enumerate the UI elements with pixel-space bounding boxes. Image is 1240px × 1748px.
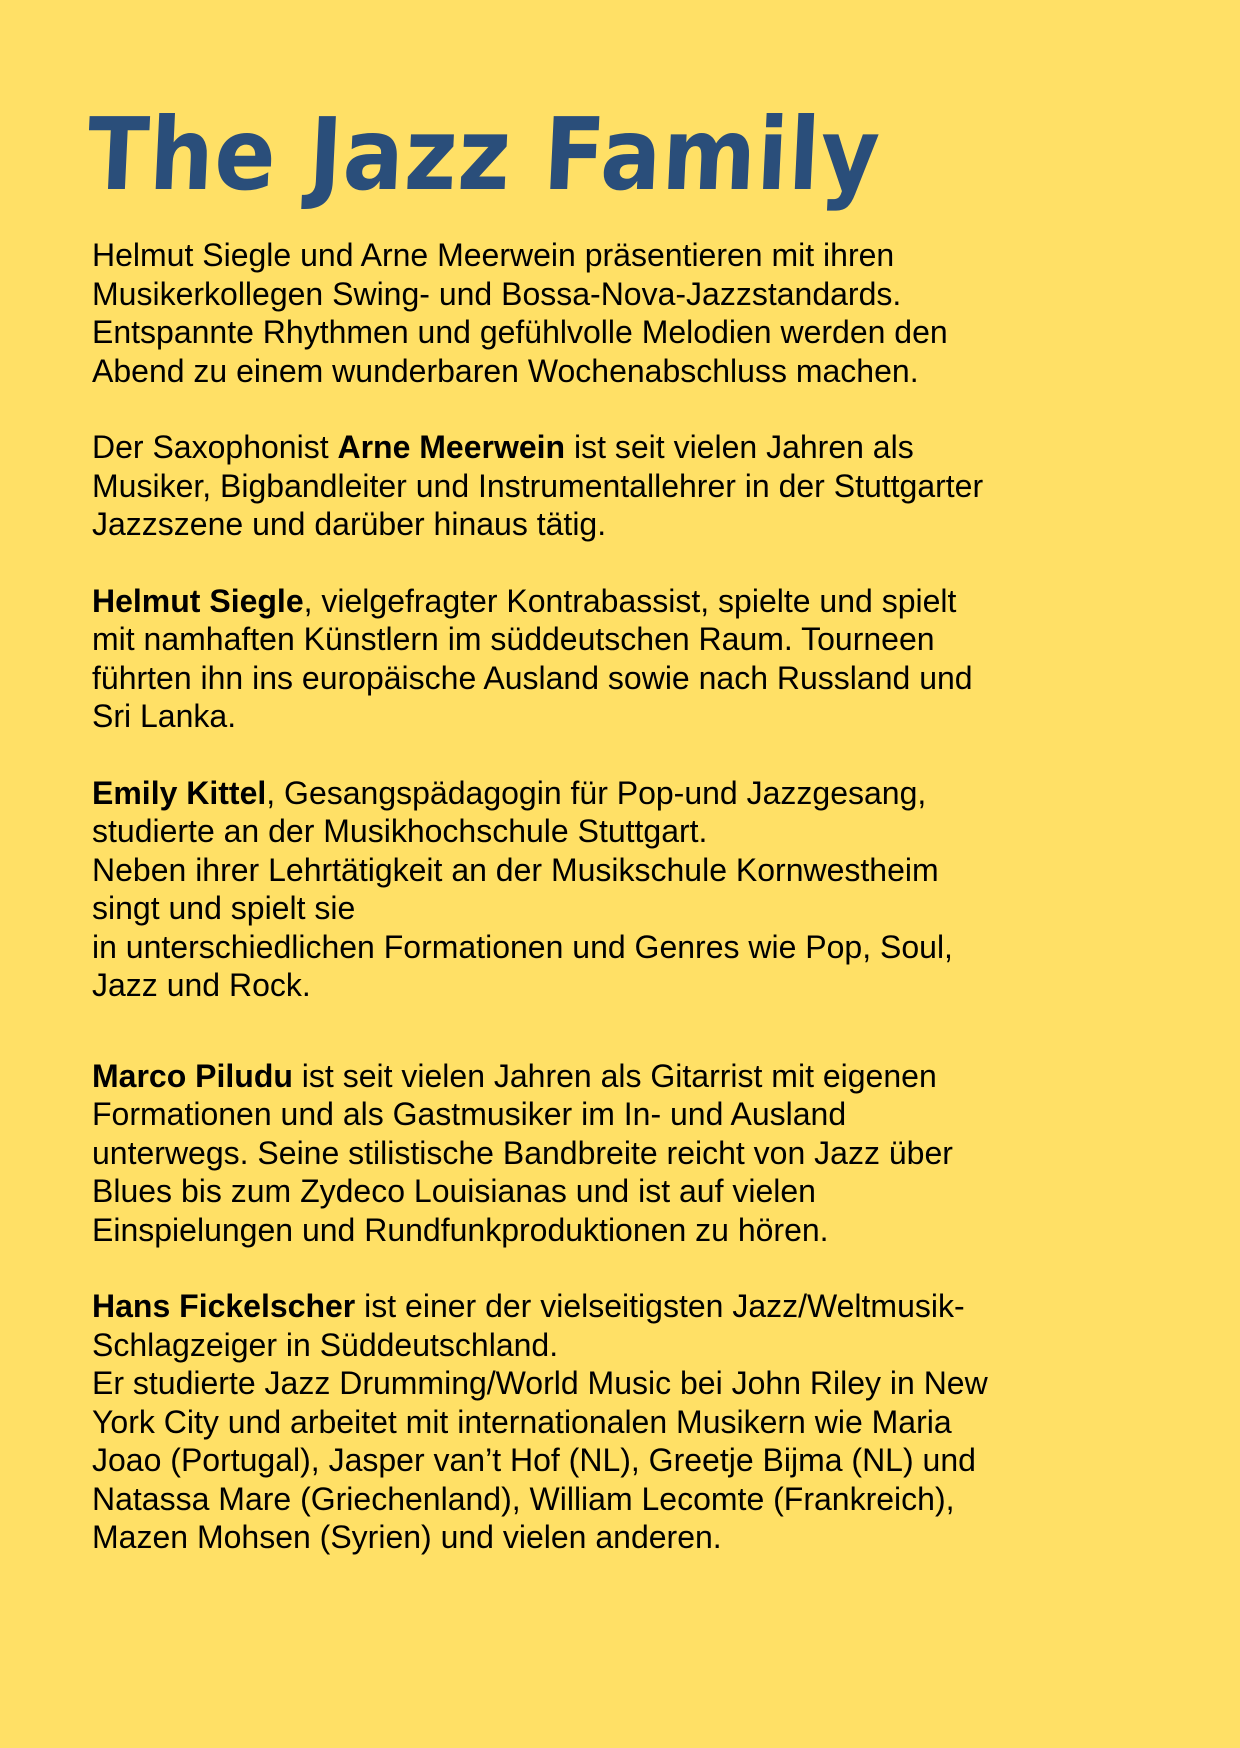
musician-name-siegle: Helmut Siegle — [92, 582, 304, 619]
meerwein-line-2: Musiker, Bigbandleiter und Instrumentallehrer in der Stuttgarter — [92, 467, 984, 504]
intro-paragraph — [92, 236, 1172, 390]
page-title: The Jazz Family — [84, 96, 883, 213]
fickelscher-line-2: Schlagzeiger in Süddeutschland. — [92, 1326, 559, 1363]
siegle-suffix: , vielgefragter Kontrabassist, spielte und spielt — [303, 582, 957, 619]
fickelscher-line-4: York City und arbeitet mit internationalen Musikern wie Maria — [92, 1403, 952, 1440]
fickelscher-line-5: Joao (Portugal), Jasper van’t Hof (NL), Greetje Bijma (NL) und — [92, 1442, 976, 1478]
siegle-line-2: mit namhaften Künstlern im süddeutschen Raum. Tourneen — [92, 621, 935, 657]
piludu-suffix: ist seit vielen Jahren als Gitarrist mit eigenen — [292, 1057, 937, 1094]
intro-line-3: Entspannte Rhythmen und gefühlvolle Melodien werden den — [92, 314, 948, 350]
musician-name-piludu: Marco Piludu — [92, 1057, 293, 1094]
kittel-line-5: in unterschiedlichen Formationen und Genres wie Pop, Soul, — [92, 928, 953, 965]
kittel-suffix: , Gesangspädagogin für Pop-und Jazzgesang, — [266, 774, 927, 811]
kittel-line-6: Jazz und Rock. — [92, 967, 311, 1003]
kittel-line-1 — [92, 774, 1172, 813]
flyer-body — [92, 236, 1172, 1595]
fickelscher-line-7: Mazen Mohsen (Syrien) und vielen anderen. — [92, 1519, 722, 1555]
kittel-line-4: singt und spielt sie — [92, 890, 356, 926]
fickelscher-line-3: Er studierte Jazz Drumming/World Music bei John Riley in New — [92, 1365, 988, 1401]
meerwein-paragraph — [92, 428, 1172, 544]
piludu-line-3: unterwegs. Seine stilistische Bandbreite reicht von Jazz über — [92, 1134, 953, 1171]
musician-name-fickelscher: Hans Fickelscher — [92, 1288, 356, 1324]
kittel-paragraph — [92, 774, 1172, 1005]
meerwein-line-3: Jazzszene und darüber hinaus tätig. — [92, 506, 607, 542]
meerwein-suffix: ist seit vielen Jahren als — [565, 429, 914, 465]
piludu-line-5: Einspielungen und Rundfunkproduktionen zu hören. — [92, 1211, 829, 1248]
piludu-line-1 — [92, 1057, 1172, 1096]
kittel-line-3: Neben ihrer Lehrtätigkeit an der Musikschule Kornwestheim — [92, 851, 939, 888]
intro-line-1: Helmut Siegle und Arne Meerwein präsentieren mit ihren — [92, 237, 895, 273]
musician-name-kittel: Emily Kittel — [92, 774, 267, 811]
meerwein-prefix: Der Saxophonist — [92, 429, 338, 465]
piludu-paragraph — [92, 1057, 1172, 1250]
intro-line-4: Abend zu einem wunderbaren Wochenabschluss machen. — [92, 352, 919, 389]
siegle-line-4: Sri Lanka. — [92, 698, 237, 734]
siegle-line-3: führten ihn ins europäische Ausland sowie nach Russland und — [92, 659, 973, 696]
fickelscher-line-6: Natassa Mare (Griechenland), William Lecomte (Frankreich), — [92, 1480, 955, 1517]
musician-name-meerwein: Arne Meerwein — [337, 429, 566, 465]
meerwein-line-1 — [92, 428, 1172, 467]
fickelscher-paragraph — [92, 1287, 1172, 1557]
intro-line-2: Musikerkollegen Swing- und Bossa-Nova-Jazzstandards. — [92, 275, 902, 312]
siegle-paragraph — [92, 582, 1172, 736]
fickelscher-suffix: ist einer der vielseitigsten Jazz/Weltmusik- — [355, 1288, 965, 1324]
siegle-line-1 — [92, 582, 1172, 621]
fickelscher-line-1 — [92, 1287, 1172, 1326]
piludu-line-4: Blues bis zum Zydeco Louisianas und ist auf vielen — [92, 1173, 816, 1209]
piludu-line-2: Formationen und als Gastmusiker im In- und Ausland — [92, 1096, 847, 1132]
kittel-line-2: studierte an der Musikhochschule Stuttgart. — [92, 813, 708, 849]
